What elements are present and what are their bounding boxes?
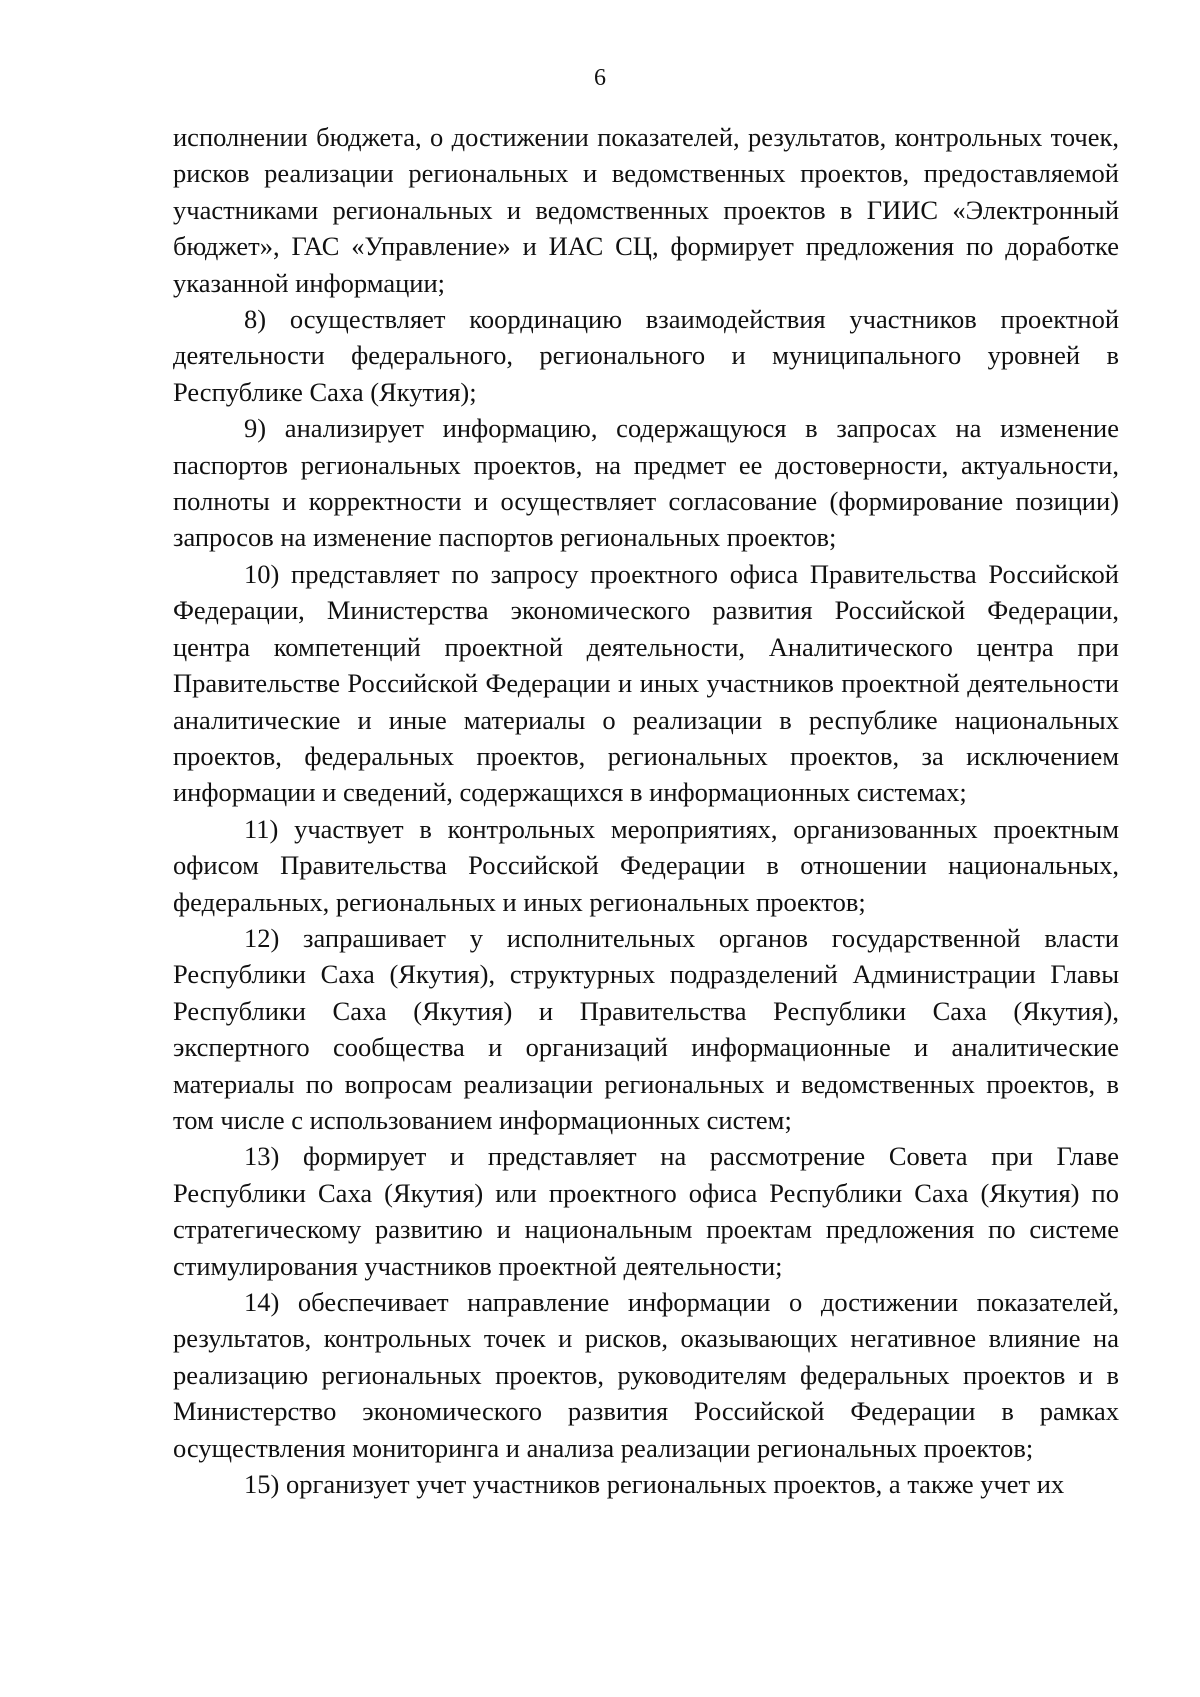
paragraph-item-15: 15) организует учет участников региональных проектов, а также учет их [244, 1469, 1065, 1500]
paragraph-item-12: 12) запрашивает у исполнительных органов государственной власти Республики Саха (Якутия), структурных подразделений Администрации Главы Республики Саха (Якутия) и Правительства Республики Саха (Якутия), экспертного сообщества и организаций информационные и аналитические материалы по вопросам реализации региональных и ведомственных проектов, в том числе с использованием информационных систем; [173, 922, 1119, 1135]
paragraph-item-13: 13) формирует и представляет на рассмотрение Совета при Главе Республики Саха (Якутия) или проектного офиса Республики Саха (Якутия) по стратегическому развитию и национальным проектам предложения по системе стимулирования участников проектной деятельности; [173, 1141, 1119, 1281]
paragraph-item-14: 14) обеспечивает направление информации о достижении показателей, результатов, контрольных точек и рисков, оказывающих негативное влияние на реализацию региональных проектов, руководителям федеральных проектов и в Министерство экономического развития Российской Федерации в рамках осуществления мониторинга и анализа реализации региональных проектов; [173, 1287, 1119, 1463]
paragraph-item-9: 9) анализирует информацию, содержащуюся в запросах на изменение паспортов региональных проектов, на предмет ее достоверности, актуальности, полноты и корректности и осуществляет согласование (формирование позиции) запросов на изменение паспортов региональных проектов; [173, 413, 1119, 553]
paragraph-item-8: 8) осуществляет координацию взаимодействия участников проектной деятельности федерального, регионального и муниципального уровней в Республике Саха (Якутия); [173, 304, 1119, 407]
paragraph-item-10: 10) представляет по запросу проектного офиса Правительства Российской Федерации, Министерства экономического развития Российской Федерации, центра компетенций проектной деятельности, Аналитического центра при Правительстве Российской Федерации и иных участников проектной деятельности аналитические и иные материалы о реализации в республике национальных проектов, федеральных проектов, региональных проектов, за исключением информации и сведений, содержащихся в информационных системах; [173, 558, 1119, 808]
page-number: 6 [594, 65, 606, 91]
paragraph-item-11: 11) участвует в контрольных мероприятиях, организованных проектным офисом Правительства Российской Федерации в отношении национальных, федеральных, региональных и иных региональных проектов; [173, 813, 1119, 917]
document-body [173, 119, 1119, 1502]
paragraph-continuation: исполнении бюджета, о достижении показателей, результатов, контрольных точек, рисков реализации региональных и ведомственных проектов, предоставляемой участниками региональных и ведомственных проектов в ГИИС «Электронный бюджет», ГАС «Управление» и ИАС СЦ, формирует предложения по доработке указанной информации; [173, 122, 1119, 298]
